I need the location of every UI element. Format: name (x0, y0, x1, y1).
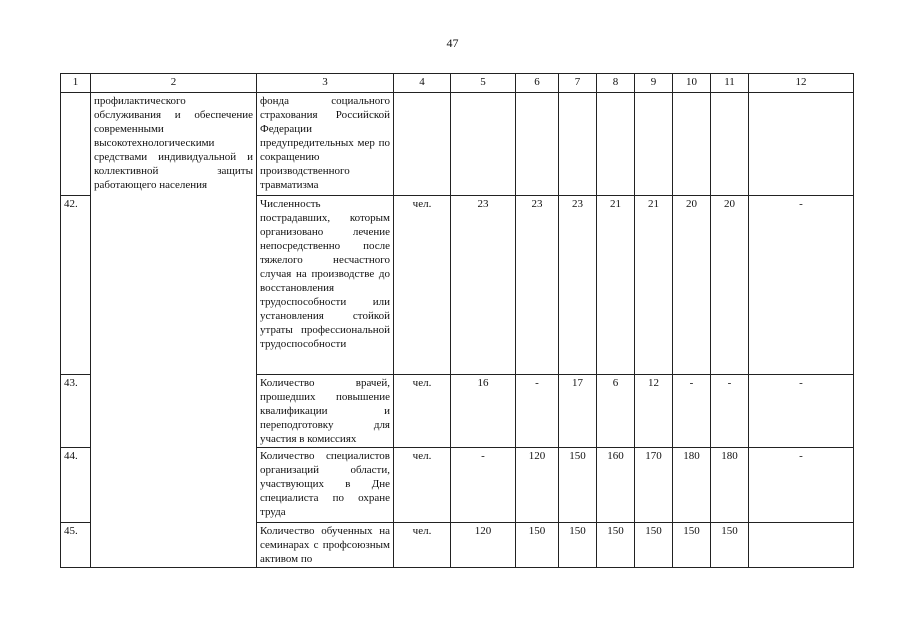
value-cell: 20 (711, 196, 749, 375)
value-cell: 6 (597, 375, 635, 448)
page-number: 47 (446, 36, 459, 50)
value-cell: - (711, 375, 749, 448)
value-cell: 21 (597, 196, 635, 375)
header-cell: 6 (516, 74, 559, 93)
unit-cell: чел. (394, 375, 451, 448)
value-cell (451, 93, 516, 196)
value-cell: 20 (673, 196, 711, 375)
measure-description: профилактического обслуживания и обеспечение современными высокотехнологическими средствами индивидуальной и коллективной защиты работающего населения (91, 93, 257, 568)
indicator-name: фонда социального страхования Российской Федерации предупредительных мер по сокращению производственного травматизма (257, 93, 394, 196)
value-cell: 180 (673, 448, 711, 523)
value-cell: 120 (516, 448, 559, 523)
value-cell (711, 93, 749, 196)
value-cell: 21 (635, 196, 673, 375)
value-cell (749, 93, 854, 196)
indicator-name: Количество специалистов организаций области, участвующих в Дне специалиста по охране труда (257, 448, 394, 523)
table-row (61, 93, 854, 196)
value-cell: 150 (635, 523, 673, 568)
value-cell: 150 (559, 448, 597, 523)
value-cell: 150 (516, 523, 559, 568)
value-cell: 170 (635, 448, 673, 523)
row-number: 42. (61, 196, 91, 375)
indicator-name: Количество обученных на семинарах с профсоюзным активом по (257, 523, 394, 568)
header-cell: 9 (635, 74, 673, 93)
row-number: 45. (61, 523, 91, 568)
value-cell: - (451, 448, 516, 523)
value-cell: 180 (711, 448, 749, 523)
value-cell: - (749, 375, 854, 448)
value-cell: 120 (451, 523, 516, 568)
unit-cell: чел. (394, 448, 451, 523)
value-cell: 150 (597, 523, 635, 568)
unit-cell (394, 93, 451, 196)
row-number: 44. (61, 448, 91, 523)
value-cell (559, 93, 597, 196)
unit-cell: чел. (394, 523, 451, 568)
value-cell: - (749, 196, 854, 375)
header-cell: 8 (597, 74, 635, 93)
value-cell (597, 93, 635, 196)
row-number (61, 93, 91, 196)
header-cell: 1 (61, 74, 91, 93)
header-cell: 12 (749, 74, 854, 93)
value-cell: 23 (559, 196, 597, 375)
header-cell: 3 (257, 74, 394, 93)
row-number: 43. (61, 375, 91, 448)
value-cell (673, 93, 711, 196)
indicator-name: Численность пострадавших, которым организовано лечение непосредственно после тяжелого несчастного случая на производстве до восстановления трудоспособности или установления стойкой утраты профессиональной трудоспособности (257, 196, 394, 375)
value-cell (749, 523, 854, 568)
value-cell (635, 93, 673, 196)
value-cell: 150 (673, 523, 711, 568)
value-cell: 150 (711, 523, 749, 568)
indicators-table (60, 73, 854, 568)
value-cell: 16 (451, 375, 516, 448)
value-cell: - (749, 448, 854, 523)
header-cell: 5 (451, 74, 516, 93)
header-cell: 4 (394, 74, 451, 93)
header-cell: 10 (673, 74, 711, 93)
value-cell: - (673, 375, 711, 448)
value-cell: 23 (516, 196, 559, 375)
header-cell: 2 (91, 74, 257, 93)
header-cell: 11 (711, 74, 749, 93)
value-cell: - (516, 375, 559, 448)
value-cell: 17 (559, 375, 597, 448)
value-cell: 23 (451, 196, 516, 375)
value-cell (516, 93, 559, 196)
unit-cell: чел. (394, 196, 451, 375)
indicator-name: Количество врачей, прошедших повышение квалификации и переподготовку для участия в комиссиях (257, 375, 394, 448)
header-row (61, 74, 854, 93)
value-cell: 12 (635, 375, 673, 448)
value-cell: 160 (597, 448, 635, 523)
value-cell: 150 (559, 523, 597, 568)
header-cell: 7 (559, 74, 597, 93)
